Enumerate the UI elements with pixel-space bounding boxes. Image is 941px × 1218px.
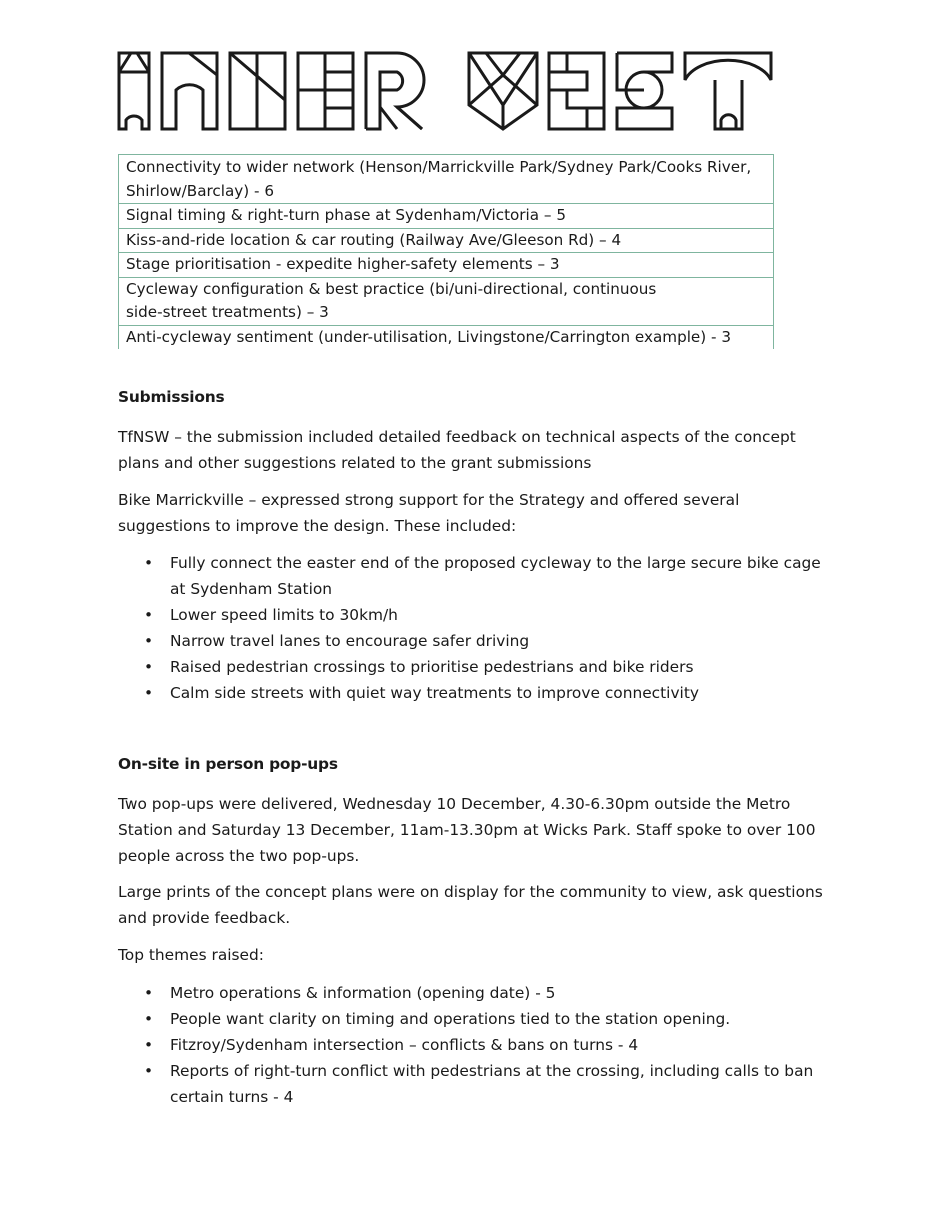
table-row [119,253,774,278]
bullet: • [144,684,154,702]
table-row [119,155,774,204]
popups-paragraph-2: Large prints of the concept plans were on display for the community to view, ask questions and provide feedback. [118,883,823,927]
table-cell: Stage prioritisation - expedite higher-safety elements – 3 [119,253,774,278]
table-cell: Anti-cycleway sentiment (under-utilisation, Livingstone/Carrington example) - 3 [119,325,774,349]
list-item: • Calm side streets with quiet way treatments to improve connectivity [118,680,830,706]
list-item: • People want clarity on timing and operations tied to the station opening. [118,1006,830,1032]
inner-west-logo [117,50,773,132]
list-item: • Narrow travel lanes to encourage safer driving [118,628,830,654]
logo-letter-t [685,53,771,129]
bullet: • [144,632,154,650]
list-item: • Fitzroy/Sydenham intersection – conflicts & bans on turns - 4 [118,1032,830,1058]
popups-list [118,980,830,1110]
logo-letter-r [366,53,424,129]
list-item: • Raised pedestrian crossings to prioritise pedestrians and bike riders [118,654,830,680]
logo-letter-n [162,53,217,129]
bullet: • [144,606,154,624]
tfnsw-paragraph: TfNSW – the submission included detailed feedback on technical aspects of the concept plans and other suggestions related to the grant submissions [118,428,796,472]
table-cell: Signal timing & right-turn phase at Sydenham/Victoria – 5 [119,204,774,229]
bullet: • [144,984,154,1002]
logo-letter-s [617,53,672,129]
table-cell: Connectivity to wider network (Henson/Marrickville Park/Sydney Park/Cooks River, Shirlow/Barclay) - 6 [119,155,774,204]
table-row [119,204,774,229]
table-cell: Cycleway configuration & best practice (bi/uni-directional, continuous side-street treatments) – 3 [119,277,774,325]
list-item: • Reports of right-turn conflict with pedestrians at the crossing, including calls to ban certain turns - 4 [118,1058,830,1110]
list-item: • Fully connect the easter end of the proposed cycleway to the large secure bike cage at Sydenham Station [118,550,830,602]
logo-letter-i [119,53,149,129]
popups-heading: On-site in person pop-ups [118,755,338,773]
logo-letter-e [298,53,353,129]
list-item: • Metro operations & information (opening date) - 5 [118,980,830,1006]
logo-letter-n-2 [230,53,285,129]
bike-marrickville-paragraph: Bike Marrickville – expressed strong support for the Strategy and offered several suggestions to improve the design. These included: [118,491,740,535]
table-row [119,228,774,253]
table-cell: Kiss-and-ride location & car routing (Railway Ave/Gleeson Rd) – 4 [119,228,774,253]
list-item: • Lower speed limits to 30km/h [118,602,830,628]
submissions-heading: Submissions [118,388,225,406]
logo-letter-w [469,53,537,129]
themes-table [118,154,774,349]
bullet: • [144,658,154,676]
bullet: • [144,1036,154,1054]
logo-letter-e-2 [549,53,604,129]
bullet: • [144,554,154,572]
table-row [119,277,774,325]
bullet: • [144,1062,154,1080]
bullet: • [144,1010,154,1028]
popups-paragraph-3: Top themes raised: [118,946,264,964]
table-row [119,325,774,349]
submissions-list [118,550,830,706]
popups-paragraph-1: Two pop-ups were delivered, Wednesday 10 December, 4.30-6.30pm outside the Metro Station and Saturday 13 December, 11am-13.30pm at Wicks Park. Staff spoke to over 100 people across the two pop-ups. [118,795,816,865]
